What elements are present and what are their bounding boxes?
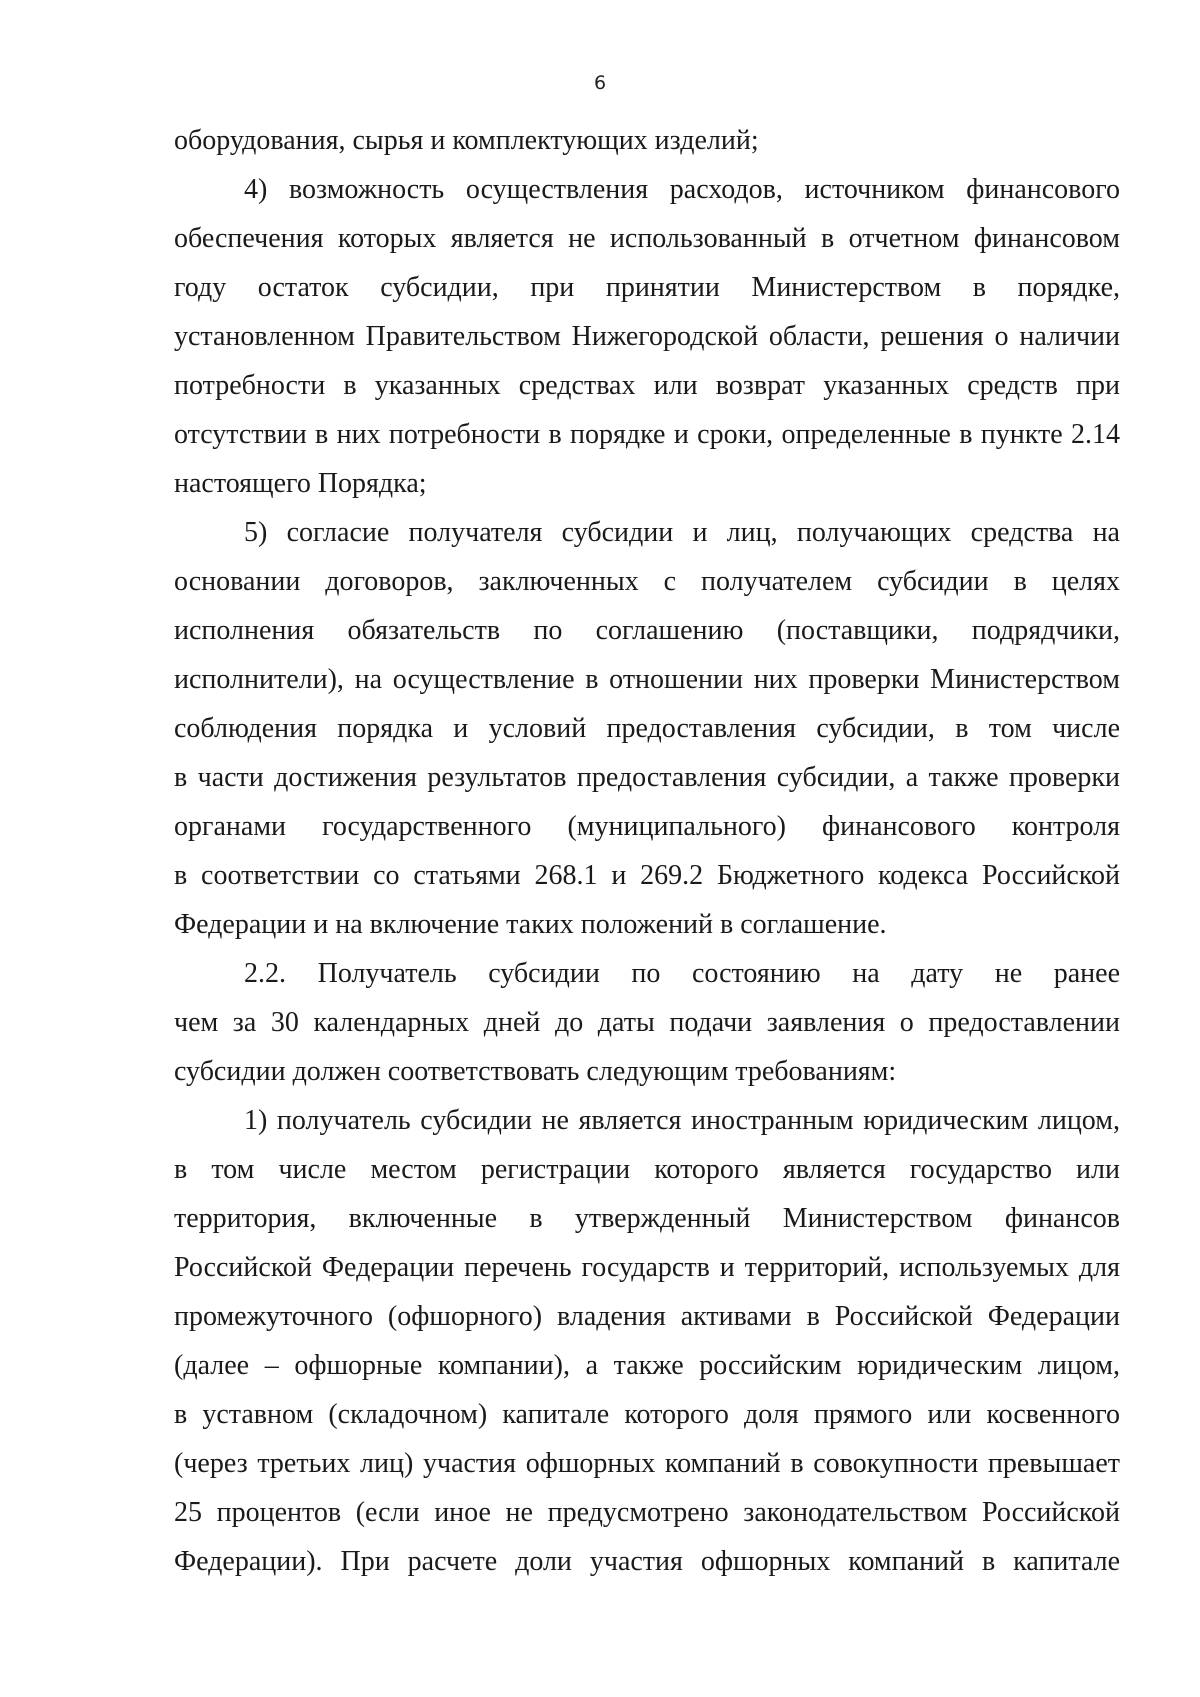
text-line: соблюдения порядка и условий предоставления субсидии, в том числе [174, 713, 1120, 744]
text-line: (далее – офшорные компании), а также российским юридическим лицом, [174, 1350, 1120, 1381]
text-line: органами государственного (муниципального) финансового контроля [174, 811, 1120, 842]
text-line: исполнители), на осуществление в отношении них проверки Министерством [174, 664, 1120, 695]
document-body [174, 116, 1120, 1586]
text-line: субсидии должен соответствовать следующим требованиям: [174, 1056, 897, 1087]
text-line: исполнения обязательств по соглашению (поставщики, подрядчики, [174, 615, 1120, 646]
text-line: потребности в указанных средствах или возврат указанных средств при [174, 370, 1120, 401]
text-line: в том числе местом регистрации которого является государство или [174, 1154, 1120, 1185]
text-line: Федерации). При расчете доли участия офшорных компаний в капитале [174, 1546, 1120, 1577]
text-line: промежуточного (офшорного) владения активами в Российской Федерации [174, 1301, 1120, 1332]
text-line: в соответствии со статьями 268.1 и 269.2 Бюджетного кодекса Российской [174, 860, 1120, 891]
text-line: (через третьих лиц) участия офшорных компаний в совокупности превышает [174, 1448, 1120, 1479]
text-line: Федерации и на включение таких положений в соглашение. [174, 909, 887, 940]
text-line: настоящего Порядка; [174, 468, 427, 499]
text-line: 25 процентов (если иное не предусмотрено законодательством Российской [174, 1497, 1120, 1528]
text-line: отсутствии в них потребности в порядке и сроки, определенные в пункте 2.14 [174, 419, 1120, 450]
text-line: в уставном (складочном) капитале которого доля прямого или косвенного [174, 1399, 1120, 1430]
text-line: установленном Правительством Нижегородской области, решения о наличии [174, 321, 1120, 352]
text-line: году остаток субсидии, при принятии Министерством в порядке, [174, 272, 1120, 303]
text-line: основании договоров, заключенных с получателем субсидии в целях [174, 566, 1120, 597]
text-line: в части достижения результатов предоставления субсидии, а также проверки [174, 762, 1120, 793]
text-line: оборудования, сырья и комплектующих изделий; [174, 125, 759, 156]
text-line: обеспечения которых является не использованный в отчетном финансовом [174, 223, 1120, 254]
text-line: 5) согласие получателя субсидии и лиц, получающих средства на [244, 517, 1120, 548]
text-line: Российской Федерации перечень государств и территорий, используемых для [174, 1252, 1120, 1283]
text-line: чем за 30 календарных дней до даты подачи заявления о предоставлении [174, 1007, 1120, 1038]
page-number: 6 [593, 72, 607, 94]
text-line: 4) возможность осуществления расходов, источником финансового [244, 174, 1120, 205]
text-line: 1) получатель субсидии не является иностранным юридическим лицом, [244, 1105, 1120, 1136]
text-line: 2.2. Получатель субсидии по состоянию на дату не ранее [244, 958, 1120, 989]
text-line: территория, включенные в утвержденный Министерством финансов [174, 1203, 1120, 1234]
